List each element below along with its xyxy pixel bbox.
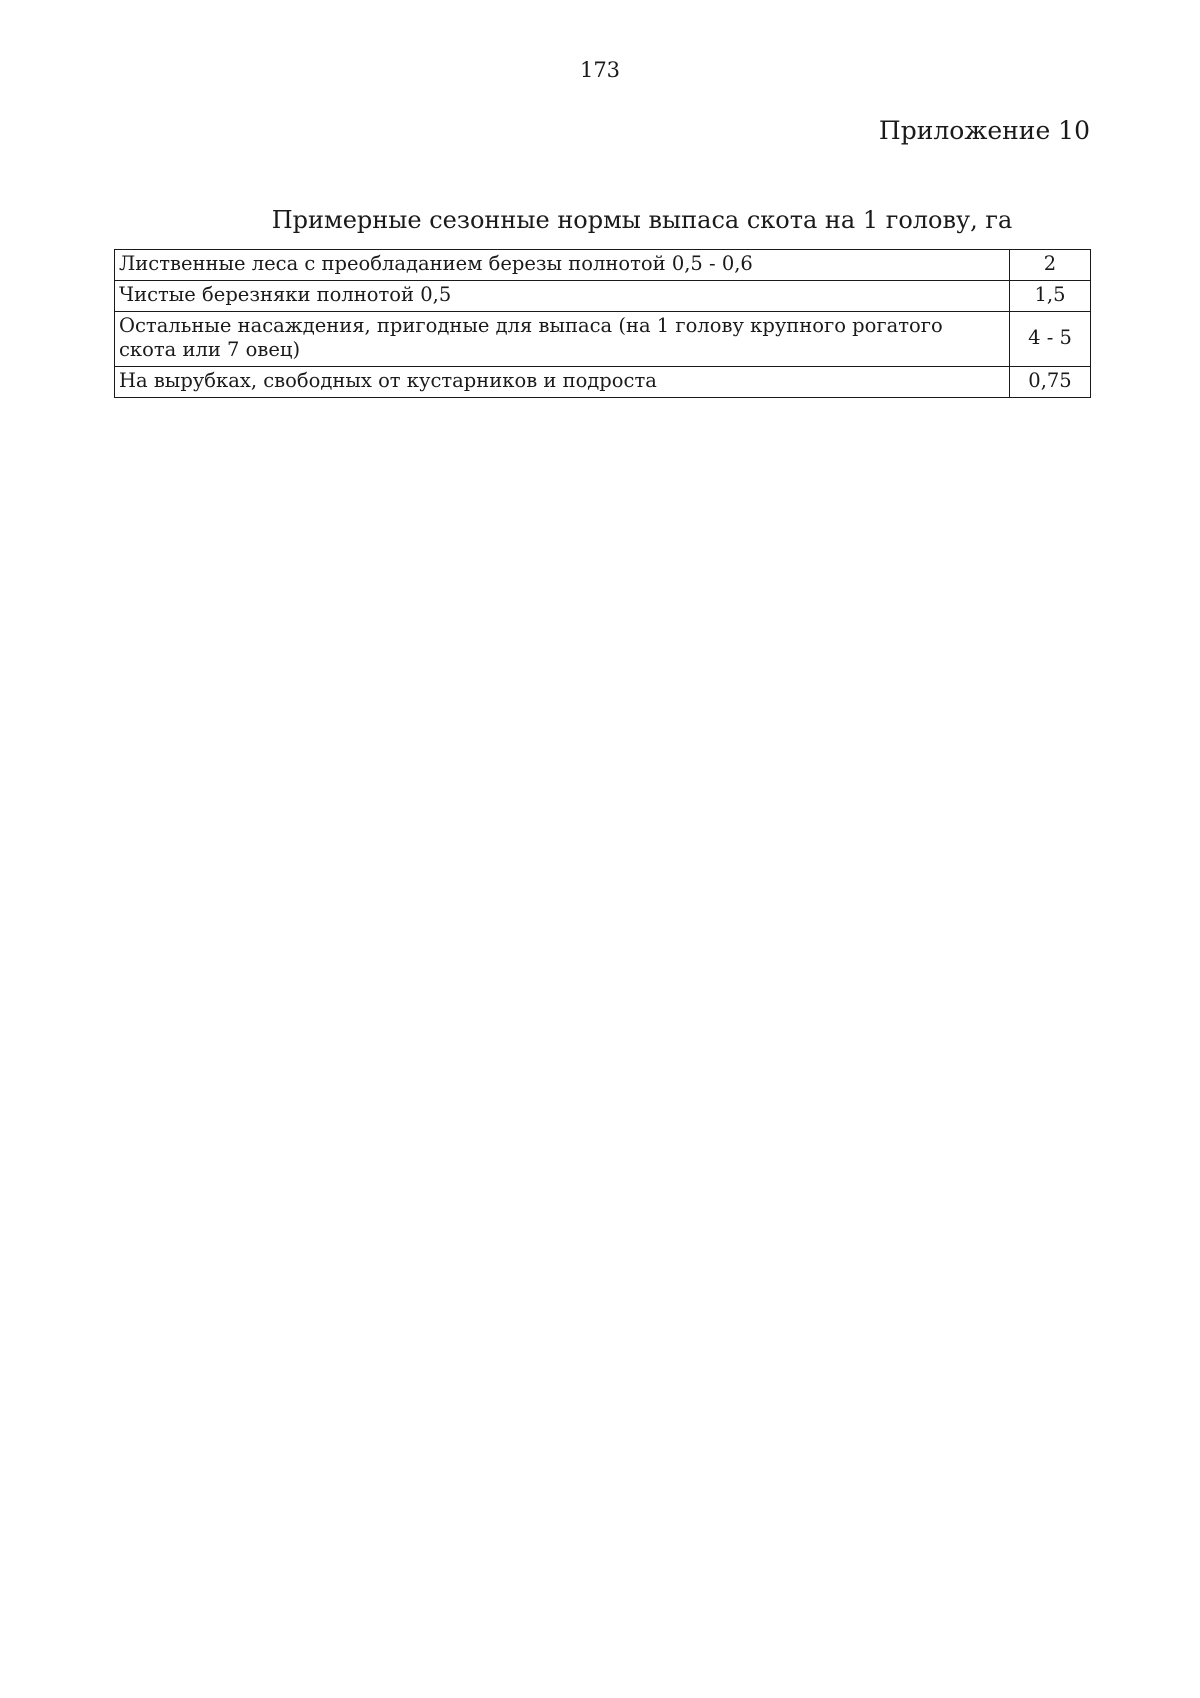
appendix-label: Приложение 10 <box>878 116 1090 145</box>
row-description: Лиственные леса с преобладанием березы полнотой 0,5 - 0,6 <box>115 250 1010 281</box>
table-row <box>115 250 1091 281</box>
row-description: Чистые березняки полнотой 0,5 <box>115 281 1010 312</box>
table-row <box>115 312 1091 367</box>
table-row <box>115 367 1091 398</box>
row-description: Остальные насаждения, пригодные для выпаса (на 1 голову крупного рогатого скота или 7 овец) <box>115 312 1010 367</box>
row-value: 2 <box>1010 250 1091 281</box>
row-value: 0,75 <box>1010 367 1091 398</box>
page-number: 173 <box>579 58 621 82</box>
table-row <box>115 281 1091 312</box>
table-title: Примерные сезонные нормы выпаса скота на 1 голову, га <box>271 206 1013 234</box>
row-description: На вырубках, свободных от кустарников и подроста <box>115 367 1010 398</box>
row-value: 4 - 5 <box>1010 312 1091 367</box>
row-value: 1,5 <box>1010 281 1091 312</box>
grazing-norms-table <box>114 249 1091 398</box>
